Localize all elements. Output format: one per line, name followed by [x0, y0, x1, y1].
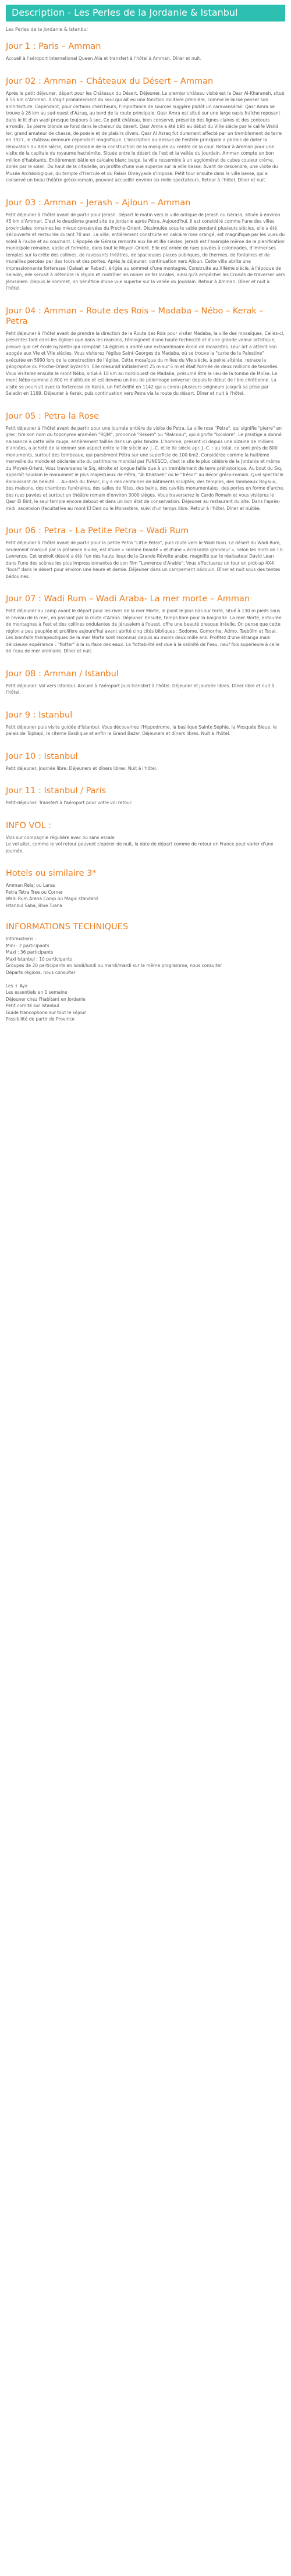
hotel-item: Amman Relaj ou Larsa: [6, 883, 55, 888]
day-description: Petit déjeuner à l'hôtel avant de partir pour Jerash. Départ le matin vers la ville antique de Jerash ou Gérasa, située à environ 45 km d'Amman. C'est le deuxième grand site de Jordanie après Pétra. Aujourd'hui, il est considéré comme l'une des villes provinciales romaines les mieux conservées du Proche-Orient. Dissimulée sous le sable pendant plusieurs siècles, elle a été découverte et restaurée durant 70 ans. La ville, entièrement construite en calcaire rose orangé, est magnifique par les vues du soleil à l'aube et au couchant. L'épopée de Gérasa remonte aux IIe et IIIe siècles. Jerash est l'exemple même de la planification municipale romaine, vaste et formelle, dans tout le Moyen-Orient. Elle est ornée de rues pavées à colonnades, d'immenses temples sur la crête des collines, de ravissants théâtres, de spacieuses places publiques, de thermes, de fontaines et de murailles percées par des tours et des portes. Après le déjeuner, continuation vers Ajloun. Cette ville abrite une impressionnante forteresse (Qalaat ar Rabad), érigée au sommet d'une montagne. Construite au XIIème siècle, à l'époque de Saladin, elle servait à défendre la région et contrôler les mines de fer locales, ainsi qu'à empêcher les Croisés de traverser vers Jérusalem. Depuis le sommet, on bénéficie d'une vue superbe sur la vallée du Jourdain. Retour à Amman. Dîner et nuit à l'hôtel.: [6, 212, 285, 291]
important-item: Groupes de 20 participants en lundi/lundi ou mardi/mardi sur le même programme, nous consulter: [6, 963, 222, 968]
flight-info-title: INFO VOL :: [6, 820, 52, 830]
flight-info-line: Vols sur compagnie régulière avec ou sans escale: [6, 834, 115, 840]
important-item: Mini : 2 participants: [6, 943, 49, 948]
hotel-item: Istanbul Saba, Blue Tuana: [6, 902, 62, 908]
important-item: Les essentiels en 1 semaine: [6, 990, 68, 995]
day-title: Jour 02 : Amman – Châteaux du Désert – Amman: [6, 76, 214, 86]
important-section: [6, 922, 285, 1023]
itinerary: [6, 41, 285, 854]
day-description: Petit déjeuner puis visite guidée d'Istanbul. Vous découvrirez l'Hippodrome, la basilique Sainte Sophie, la Mosquée Bleue, le palais de Topkapi, la citerne Basilique et enfin le Grand Bazar. Déjeuners et dîners libres. Nuit à l'hôtel.: [6, 724, 277, 736]
hotels-section: [6, 868, 285, 909]
day-description: Petit déjeuner à l'hôtel avant de partir pour la petite Petra "Little Petra", puis route vers le Wadi Rum. Le désert du Wadi Rum, seulement marqué par la présence divine, est d'une « sereine beauté » et d'une « écrasante grandeur », selon les mots de T.E. Lawrence. Cet endroit désolé a été l'un des hauts lieux de la Grande Révolte arabe, magnifié par le réalisateur David Lean dans l'une des scènes les plus impressionnantes de son film "Lawrence d'Arabie". Vous effectuerez un tour en pick-up 4X4 "local" dans le désert pour environ une heure et demie. Déjeuner dans un campement bédouin. Dîner et nuit sous des tentes bédouines.: [6, 540, 285, 579]
flight-info-line: Le vol aller, comme le vol retour peuvent s'opérer de nuit, la date de départ comme de retour en France peut varier d'une journée.: [6, 841, 274, 854]
day-section: [6, 41, 285, 62]
day-title: Jour 05 : Petra la Rose: [6, 411, 100, 421]
day-description: Petit déjeuner à l'hôtel avant de prendre la direction de la Route des Rois pour visiter Madaba, la ville des mosaïques. Celles-ci, présentes tant dans les églises que dans les maisons, témoignent d'une haute technicité et d'une grande valeur artistique, preuve que cet école byzantin qui comptait 14 églises a abrité une extraordinaire école de mosaïstes. Leur art a atteint son apogée aux VIe et VIIe siècles. Vous visiterez l'église Saint-Georges de Madaba, où se trouve la "carte de la Palestine" exécutée en 5990 lors de la construction de l'église. Cette mosaïque du milieu du VIe siècle, à peine altérée, retrace la géographie du Proche-Orient byzantin. Elle mesurait initialement 25 m sur 5 m et était formée de deux millions de tesselles. Vous visiterez ensuite le mont Nébo, situé à 10 km au nord-ouest de Madaba, présumé être le lieu de la tombe de Moïse. Le mont Nébo culmine à 800 m d'altitude et est devenu un lieu de pèlerinage universel depuis le début de l'ère chrétienne. La visite se poursuit avec la forteresse de Kerak, un fief édifié en 1142 qui a connu plusieurs seigneurs jusqu'à sa prise par Saladin en 1189. Déjeuner à Kerak, puis continuation vers Petra via la route du désert. Dîner et nuit à l'hôtel.: [6, 330, 285, 396]
day-title: Jour 06 : Petra – La Petite Petra – Wadi Rum: [6, 526, 189, 536]
day-section: [6, 594, 285, 655]
day-section: [6, 306, 285, 397]
day-section: [6, 198, 285, 292]
important-title: INFORMATIONS TECHNIQUES: [6, 922, 129, 932]
day-title: Jour 1 : Paris – Amman: [6, 42, 101, 51]
important-item: Possibilité de partir de Province: [6, 1016, 75, 1022]
day-description: Petit déjeuner au camp avant le départ pour les rives de la mer Morte, le point le plus bas sur terre, situé à 130 m pieds sous le niveau de la mer, en passant par la route d'Araba. Déjeuner. Ensuite, temps libre pour la baignade. La mer Morte, entourée de montagnes à l'est et des collines ondulantes de Jérusalem à l'ouest, offre une beauté presque irréelle. On pense que cette région a peu peuplée et prolifère aujourd'hui avant abrité cinq cités bibliques : Sodome, Gomorrhe, Admo, Tsebôïm et Tsoar. Les bienfaits thérapeutiques de la mer Morte sont reconnus depuis au moins deux mille ans. Profitez d'une étrange mais délicieuse expérience : "flotter" à la surface des eaux. La flottabilité est due à la salinité de l'eau, neuf fois supérieure à celle de l'eau de mer ordinaire. Dîner et nuit.: [6, 608, 282, 654]
important-item: Déjeuner chez l'habitant en Jordanie: [6, 996, 86, 1002]
day-section: [6, 751, 285, 772]
hotels-title: Hotels ou similaire 3*: [6, 869, 97, 878]
day-description: Accueil à l'aéroport international Queen Alia et transfert à l'hôtel à Amman. Dîner et nuit.: [6, 56, 201, 61]
day-section: [6, 710, 285, 737]
important-item: Petit comité sur Istanbul: [6, 1003, 59, 1008]
important-item: Guide francophone sur tout le séjour: [6, 1009, 86, 1015]
day-title: Jour 04 : Amman – Route des Rois – Madaba – Nébo – Kerak – Petra: [6, 306, 264, 326]
important-item: Les + Aya: [6, 983, 28, 989]
day-description: Petit déjeuner à l'hôtel avant de partir pour une journée entière de visite de Petra. La ville rose "Pétra", qui signifie "pierre" en grec, tire son nom du toponyme araméen "RQM", prononcé "Rekem" ou "Rakmou", qui signifie "bicolore". Le prestige a donné naissance à cette ville rouge, entièrement taillée dans un grès tendre. L'homme, présent ici depuis une dizaine de milliers d'années, a acheté de la donner son aspect entre le IIIe siècle av. J.-C. et le IIe siècle apr. J.-C. : au total, ce sont près de 800 monuments, surtout des tombeaux, qui parsèment Pétra sur une superficie de 100 km2. Considérée comme la huitième merveille du monde et déclarée site du patrimoine mondial par l'UNESCO, c'est le site le plus célèbre de la Jordanie et même du Moyen-Orient. Vous traverserez le Siq, étroite et longue faille due à un tremblement de terre préhistorique. Au bout du Siq, apparaît soudain le monument le plus majestueux de Pétra, "Al Khazneh" ou le "Trésor" au décor gréco-romain. Quel spectacle éblouissant de beauté.... Au-delà du Trésor, il y a des centaines de bâtiments sculptés, des temples, des Tombeaux Royaux, des maisons, des chambres funéraires, des salles de fêtes, des bains, des cavités monumentales, des portes en forme d'arche, des rues pavées et surtout un théâtre romain d'environ 3000 sièges. Vous traverserez le Cardo Romain et vous visiterez le Qasr El Bint, le seul temple encore debout et dans un bon état de conservation. Déjeuner au restaurant du site. Dans l'après-midi, ascension (facultative au mont El Deir ou le Monastère, suivi d'un temps libre. Retour à l'hôtel. Dîner et nuitée.: [6, 425, 285, 511]
page: [0, 0, 291, 1023]
day-title: Jour 9 : Istanbul: [6, 710, 73, 720]
day-section: [6, 76, 285, 184]
day-section: [6, 411, 285, 512]
day-title: Jour 08 : Amman / Istanbul: [6, 669, 119, 679]
day-title: Jour 10 : Istanbul: [6, 751, 78, 761]
important-item: Maxi Istanbul : 10 participants: [6, 956, 72, 962]
important-item: Maxi : 36 participants: [6, 950, 54, 955]
important-item: [6, 976, 285, 983]
day-section: [6, 786, 285, 807]
day-description: Après le petit déjeuner, départ pour les Châteaux du Désert. Déjeuner. Le premier château visité est le Qasr Al-Kharaneh, situé à 55 km d'Amman. Il s'agit probablement du seul qui ait eu une fonction militaire première, comme le laisse penser son architecture. Cependant, pour certains chercheurs, l'importance de sources suggère plutôt un caravansérail. Qasr Amra se trouve à 26 km au sud-ouest d'Azraq, au bord de la route principale. Qasr Amra est situé sur une large oasis fraîche reposant dans le lit d'un wadi presque toujours à sec. Ce petit château, bien conservé, présente des lignes claires et des contours arrondis. Sa pierre blonde se fond dans le chaleur du désert. Qasr Amra a été bâti au début du VIIIe siècle par le calife Walid Ier, grand amateur de chasse, de poésie et de plaisirs divers. Qasr Al Azraq fut durement affecté par un tremblement de terre en 1927, le château demeure cependant magnifique. L'inscription au-dessus de l'entrée principale a permis de dater la rénovation du XIIIe siècle, date probable de la construction de la mosquée au centre de la cour. Retour à Amman pour une visite de la capitale du royaume hachémite. Située entre le désert de l'est et la vallée du Jourdain, Amman compte un bon million d'habitants. Entièrement bâtie en calcaire blanc beige, la ville ressemble à un agglomérat de cubes couleur crème, dorés par le soleil. Du haut de la citadelle, on profite d'une vue superbe sur la ville basse. Avant de descendre, une visite du Musée Archéologique, du temple d'Hercule et du Palais Omeyyade s'impose. Petit tour ensuite dans la ville basse, qui a conservé un beau théâtre gréco-romain, pouvant accueillir environ six mille spectateurs. Retour à l'hôtel. Dîner et nuit.: [6, 90, 285, 183]
day-title: Jour 11 : Istanbul / Paris: [6, 786, 107, 795]
day-title: Jour 03 : Amman – Jerash – Ajloun – Amman: [6, 198, 191, 208]
hotel-item: Petra Tetra Tree ou Corner: [6, 889, 63, 895]
important-item: Informations :: [6, 936, 37, 941]
day-title: Jour 07 : Wadi Rum – Wadi Araba- La mer morte – Amman: [6, 594, 250, 604]
day-description: Petit-déjeuner. Transfert à l'aéroport pour votre vol retour.: [6, 800, 133, 805]
hotel-item: Wadi Rum Arena Comp ou Magic standard: [6, 896, 98, 901]
important-item: Départs régions, nous consulter: [6, 969, 76, 975]
day-description: Petit déjeuner. Journée libre. Déjeuners et dîners libres. Nuit à l'hôtel.: [6, 765, 158, 771]
subtitle: Les Perles de la Jordanie & Istanbul: [6, 27, 88, 32]
page-title: Description - Les Perles de la Jordanie & Istanbul: [6, 5, 285, 22]
day-description: Petit déjeuner. Vol vers Istanbul. Accueil à l'aéroport puis transfert à l'hôtel. Déjeuner et journée libres. Dîner libre et nuit à l'hôtel.: [6, 683, 275, 695]
flight-info-section: [6, 820, 285, 855]
day-section: [6, 526, 285, 580]
day-section: [6, 669, 285, 696]
